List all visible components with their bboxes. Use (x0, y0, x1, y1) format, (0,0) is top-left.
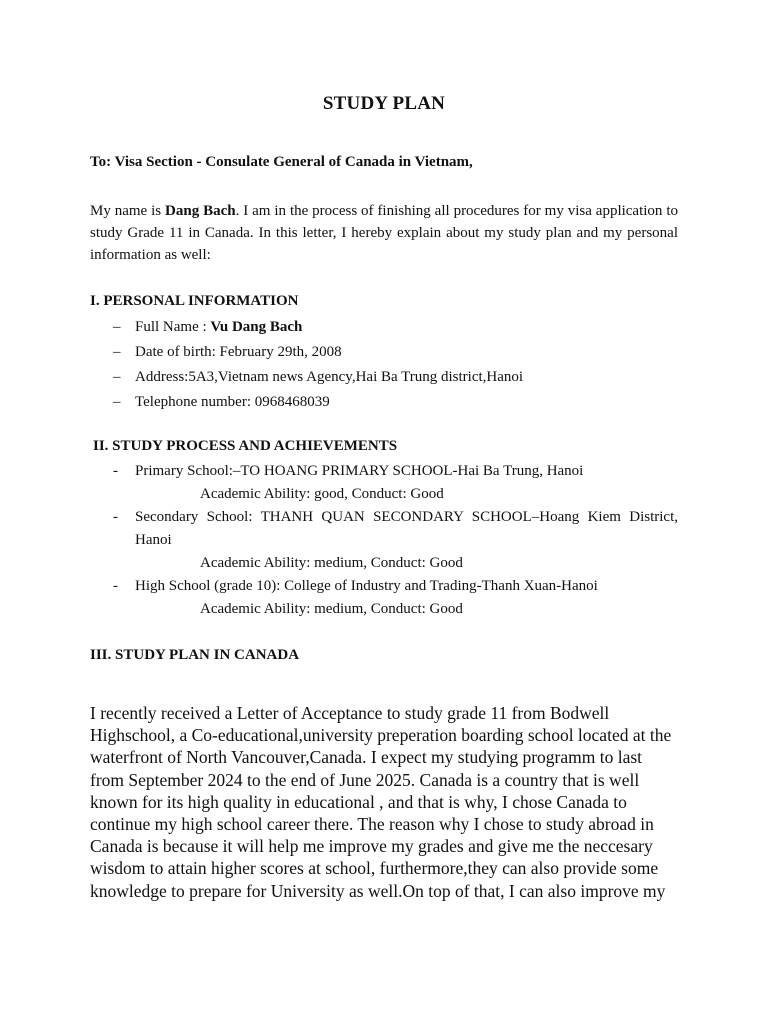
date-of-birth-line: Date of birth: February 29th, 2008 (135, 344, 342, 360)
address-line: Address:5A3,Vietnam news Agency,Hai Ba Trung district,Hanoi (135, 369, 524, 385)
section-heading-personal-information: I. PERSONAL INFORMATION (90, 293, 299, 309)
bullet-dash: – (113, 394, 121, 410)
bullet-hyphen: - (113, 509, 118, 525)
secondary-school-line: Secondary School: THANH QUAN SECONDARY SCHOOL–Hoang Kiem District, Hanoi (135, 509, 678, 548)
high-school-line: High School (grade 10): College of Industry and Trading-Thanh Xuan-Hanoi (135, 578, 598, 594)
intro-prefix: My name is (90, 203, 166, 219)
section-heading-study-process: II. STUDY PROCESS AND ACHIEVEMENTS (93, 438, 398, 454)
applicant-name: Dang Bach (165, 203, 236, 219)
bullet-hyphen: - (113, 463, 118, 479)
list-item (0, 575, 768, 621)
primary-school-detail: Academic Ability: good, Conduct: Good (200, 486, 444, 502)
secondary-school-detail: Academic Ability: medium, Conduct: Good (200, 555, 463, 571)
bullet-dash: – (113, 369, 121, 385)
list-item (0, 341, 768, 366)
list-item (0, 460, 768, 506)
bullet-hyphen: - (113, 578, 118, 594)
section-heading-study-plan: III. STUDY PLAN IN CANADA (90, 647, 300, 663)
document-title: STUDY PLAN (322, 93, 446, 114)
intro-paragraph (90, 200, 678, 266)
telephone-line: Telephone number: 0968468039 (135, 394, 330, 410)
bullet-dash: – (113, 344, 121, 360)
list-item (0, 391, 768, 416)
full-name-line (135, 316, 302, 339)
list-item (0, 366, 768, 391)
high-school-detail: Academic Ability: medium, Conduct: Good (200, 601, 463, 617)
bullet-dash: – (113, 319, 121, 335)
full-name-value: Vu Dang Bach (210, 319, 303, 335)
recipient-line: To: Visa Section - Consulate General of Canada in Vietnam, (90, 154, 473, 170)
personal-information-list (0, 316, 768, 416)
intro-suffix: . I am in the process of finishing all procedures for my visa application to study Grade 11 in Canada. In this letter, I hereby explain about my study plan and my personal information as well: (90, 203, 678, 263)
study-process-list (0, 460, 768, 621)
study-plan-paragraph: I recently received a Letter of Acceptance to study grade 11 from Bodwell Highschool, a Co-educational,university preperation boarding school located at the waterfront of North Vancouver,Canada. I expect my studying programm to last from September 2024 to the end of June 2025. Canada is a country that is well known for its high quality in educational , and that is why, I chose Canada to continue my high school career there. The reason why I chose to study abroad in Canada is because it will help me improve my grades and give me the neccesary wisdom to attain higher scores at school, furthermore,they can also provide some knowledge to prepare for University as well.On top of that, I can also improve my (90, 703, 672, 901)
list-item (0, 316, 768, 341)
list-item (0, 506, 768, 575)
primary-school-line: Primary School:–TO HOANG PRIMARY SCHOOL-Hai Ba Trung, Hanoi (135, 463, 584, 479)
full-name-label: Full Name : (135, 319, 211, 335)
